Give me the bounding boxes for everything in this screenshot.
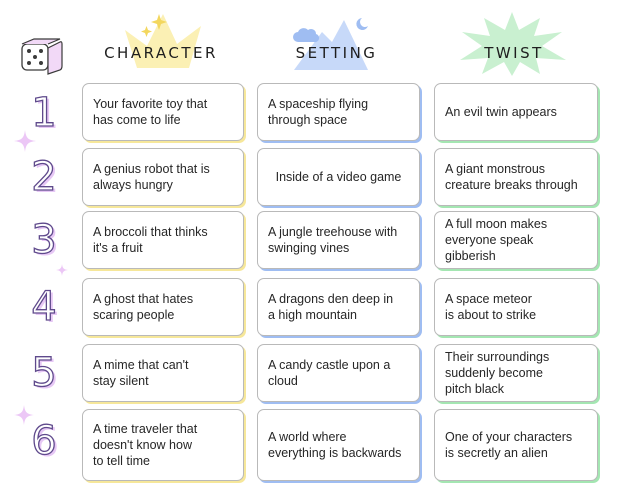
setting-text: A candy castle upon a cloud <box>268 358 391 388</box>
setting-card[interactable] <box>257 148 420 206</box>
setting-card[interactable] <box>257 211 420 269</box>
character-card[interactable] <box>82 211 244 269</box>
setting-card[interactable] <box>257 409 420 481</box>
character-card[interactable] <box>82 148 244 206</box>
twist-text: A full moon makes everyone speak gibberish <box>445 217 548 263</box>
setting-text: A dragons den deep in a high mountain <box>268 292 394 322</box>
row-number: 1 <box>31 90 57 136</box>
twist-card[interactable] <box>434 148 598 206</box>
character-text: Your favorite toy that has come to life <box>93 97 208 127</box>
character-text: A broccoli that thinks it's a fruit <box>93 225 208 255</box>
row-number: 6 <box>31 418 57 464</box>
twist-text: A giant monstrous creature breaks through <box>445 162 578 192</box>
setting-text: Inside of a video game <box>275 170 402 184</box>
column-title-character: CHARACTER <box>104 44 218 62</box>
sparkle-icon <box>56 264 68 276</box>
twist-card[interactable] <box>434 344 598 402</box>
twist-text: One of your characters is secretly an alien <box>445 430 573 460</box>
setting-text: A spaceship flying through space <box>268 97 369 127</box>
twist-text: An evil twin appears <box>445 105 557 119</box>
row-number: 4 <box>31 284 57 330</box>
setting-text: A world where everything is backwards <box>268 430 402 460</box>
twist-text: A space meteor is about to strike <box>445 292 537 322</box>
character-card[interactable] <box>82 83 244 141</box>
twist-card[interactable] <box>434 211 598 269</box>
dice-icon <box>20 38 64 76</box>
row-number: 3 <box>31 217 57 263</box>
twist-card[interactable] <box>434 409 598 481</box>
setting-card[interactable] <box>257 344 420 402</box>
column-title-setting: SETTING <box>295 44 378 62</box>
twist-card[interactable] <box>434 278 598 336</box>
character-text: A mime that can't stay silent <box>93 358 189 388</box>
row-number: 5 <box>31 350 57 396</box>
row-number: 2 <box>31 154 57 200</box>
character-card[interactable] <box>82 409 244 481</box>
setting-card[interactable] <box>257 83 420 141</box>
twist-card[interactable] <box>434 83 598 141</box>
column-title-twist: TWIST <box>484 44 544 62</box>
character-text: A genius robot that is always hungry <box>93 162 210 192</box>
character-text: A ghost that hates scaring people <box>93 292 194 322</box>
setting-card[interactable] <box>257 278 420 336</box>
starburst-icon <box>456 10 568 76</box>
twist-text: Their surroundings suddenly become pitch black <box>445 350 550 396</box>
setting-text: A jungle treehouse with swinging vines <box>268 225 398 255</box>
character-card[interactable] <box>82 344 244 402</box>
character-text: A time traveler that doesn't know how to tell time <box>93 422 198 468</box>
character-card[interactable] <box>82 278 244 336</box>
